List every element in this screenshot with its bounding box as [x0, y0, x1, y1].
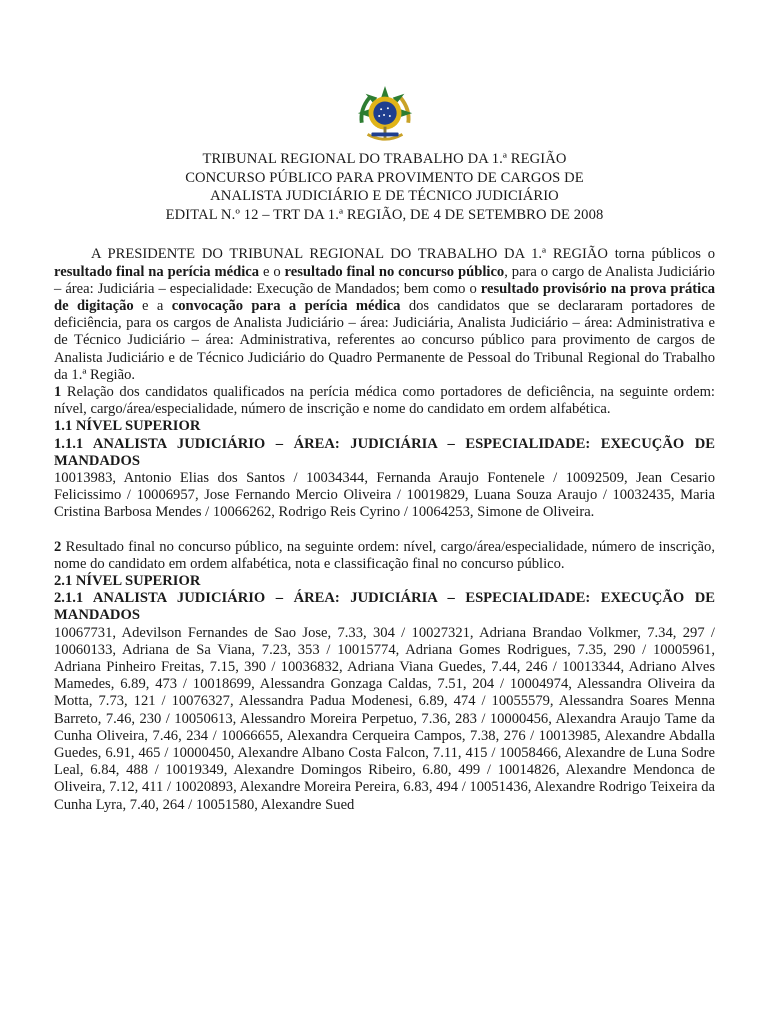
intro-paragraph: A PRESIDENTE DO TRIBUNAL REGIONAL DO TRABALHO DA 1.ª REGIÃO torna públicos o resultado final na perícia médica e o resultado final no concurso público, para o cargo de Analista Judiciário – área: Judiciária – especialidade: Execução de Mandados; bem como o resultado provisório na prova prática de digitação e a convocação para a perícia médica dos candidatos que se declararam portadores de deficiência, para os cargos de Analista Judiciário – área: Judiciária, Analista Judiciário – área: Administrativa e de Técnico Judiciário – área: Administrativa, referentes ao concurso público para provimento de cargos de Analista Judiciário e de Técnico Judiciário do Quadro Permanente de Pessoal do Tribunal Regional do Trabalho da 1.ª Região. [54, 246, 715, 383]
section-2-position: 2.1.1 ANALISTA JUDICIÁRIO – ÁREA: JUDICIÁRIA – ESPECIALIDADE: EXECUÇÃO DE MANDADOS [54, 590, 715, 624]
highlight-convocation: convocação para a perícia médica [171, 297, 401, 314]
highlight-medical-result: resultado final na perícia médica [54, 263, 260, 280]
highlight-contest-result: resultado final no concurso público [284, 263, 505, 280]
section-1-position: 1.1.1 ANALISTA JUDICIÁRIO – ÁREA: JUDICIÁRIA – ESPECIALIDADE: EXECUÇÃO DE MANDADOS [54, 435, 715, 469]
intro-lead: A PRESIDENTE DO TRIBUNAL REGIONAL DO TRABALHO DA 1.ª REGIÃO [91, 246, 608, 263]
header-court: TRIBUNAL REGIONAL DO TRABALHO DA 1.ª REGIÃO [202, 151, 567, 167]
section-1-paragraph: 1 Relação dos candidatos qualificados na perícia médica como portadores de deficiência, na seguinte ordem: nível, cargo/área/especialidade, número de inscrição e nome do candidato em ordem alfabética. [54, 384, 715, 418]
document-header [54, 150, 715, 224]
brazil-coat-of-arms-icon [354, 84, 416, 146]
section-2-level: 2.1 NÍVEL SUPERIOR [54, 573, 201, 590]
document-page [54, 84, 715, 814]
section-2-paragraph: 2 Resultado final no concurso público, na seguinte ordem: nível, cargo/área/especialidade, número de inscrição, nome do candidato em ordem alfabética, nota e classificação final no concurso público. [54, 538, 715, 572]
section-2-number: 2 [54, 538, 62, 555]
header-positions: ANALISTA JUDICIÁRIO E DE TÉCNICO JUDICIÁRIO [210, 188, 559, 205]
spacer [54, 522, 715, 539]
section-2-result-list: 10067731, Adevilson Fernandes de Sao Jose, 7.33, 304 / 10027321, Adriana Brandao Volkmer, 7.34, 297 / 10060133, Adriana de Sa Viana, 7.23, 353 / 10015774, Adriana Gomes Rodrigues, 7.35, 290 / 10005961, Adriana Pinheiro Freitas, 7.15, 390 / 10036832, Adriana Viana Guedes, 7.44, 246 / 10013344, Adriano Alves Mamedes, 6.89, 473 / 10018699, Alessandra Gonzaga Caldas, 7.51, 204 / 10004974, Alessandra Oliveira da Motta, 7.73, 121 / 10076327, Alessandra Padua Modenesi, 6.89, 474 / 10055579, Alessandra Soares Menna Barreto, 7.46, 230 / 10050613, Alessandro Moreira Perpetuo, 7.36, 283 / 10000456, Alexandra Araujo Tame da Cunha Oliveira, 7.46, 234 / 10066655, Alexandra Cerqueira Campos, 7.38, 276 / 10013985, Alexandre Abdalla Guedes, 6.91, 465 / 10000450, Alexandre Albano Costa Falcon, 7.11, 415 / 10058466, Alexandre de Luna Sodre Leal, 6.84, 488 / 10019349, Alexandre Domingos Ribeiro, 6.80, 499 / 10014826, Alexandre Mendonca de Oliveira, 7.12, 411 / 10020893, Alexandre Moreira Pereira, 6.83, 494 / 10051436, Alexandre Rodrigo Teixeira da Cunha Lyra, 7.40, 264 / 10051580, Alexandre Sued [54, 624, 715, 813]
header-edital: EDITAL N.º 12 – TRT DA 1.ª REGIÃO, DE 4 DE SETEMBRO DE 2008 [165, 206, 604, 223]
section-1-number: 1 [54, 384, 62, 400]
section-1-candidate-list: 10013983, Antonio Elias dos Santos / 10034344, Fernanda Araujo Fontenele / 10092509, Jean Cesario Felicissimo / 10006957, Jose Fernando Mercio Oliveira / 10019829, Luana Souza Araujo / 10032435, Maria Cristina Barbosa Mendes / 10066262, Rodrigo Reis Cyrino / 10064253, Simone de Oliveira. [54, 470, 715, 521]
document-body [54, 246, 715, 814]
section-1-level: 1.1 NÍVEL SUPERIOR [54, 418, 201, 435]
header-contest: CONCURSO PÚBLICO PARA PROVIMENTO DE CARGOS DE [185, 169, 584, 186]
highlight-typing-test: resultado provisório na prova prática de digitação [54, 280, 715, 314]
